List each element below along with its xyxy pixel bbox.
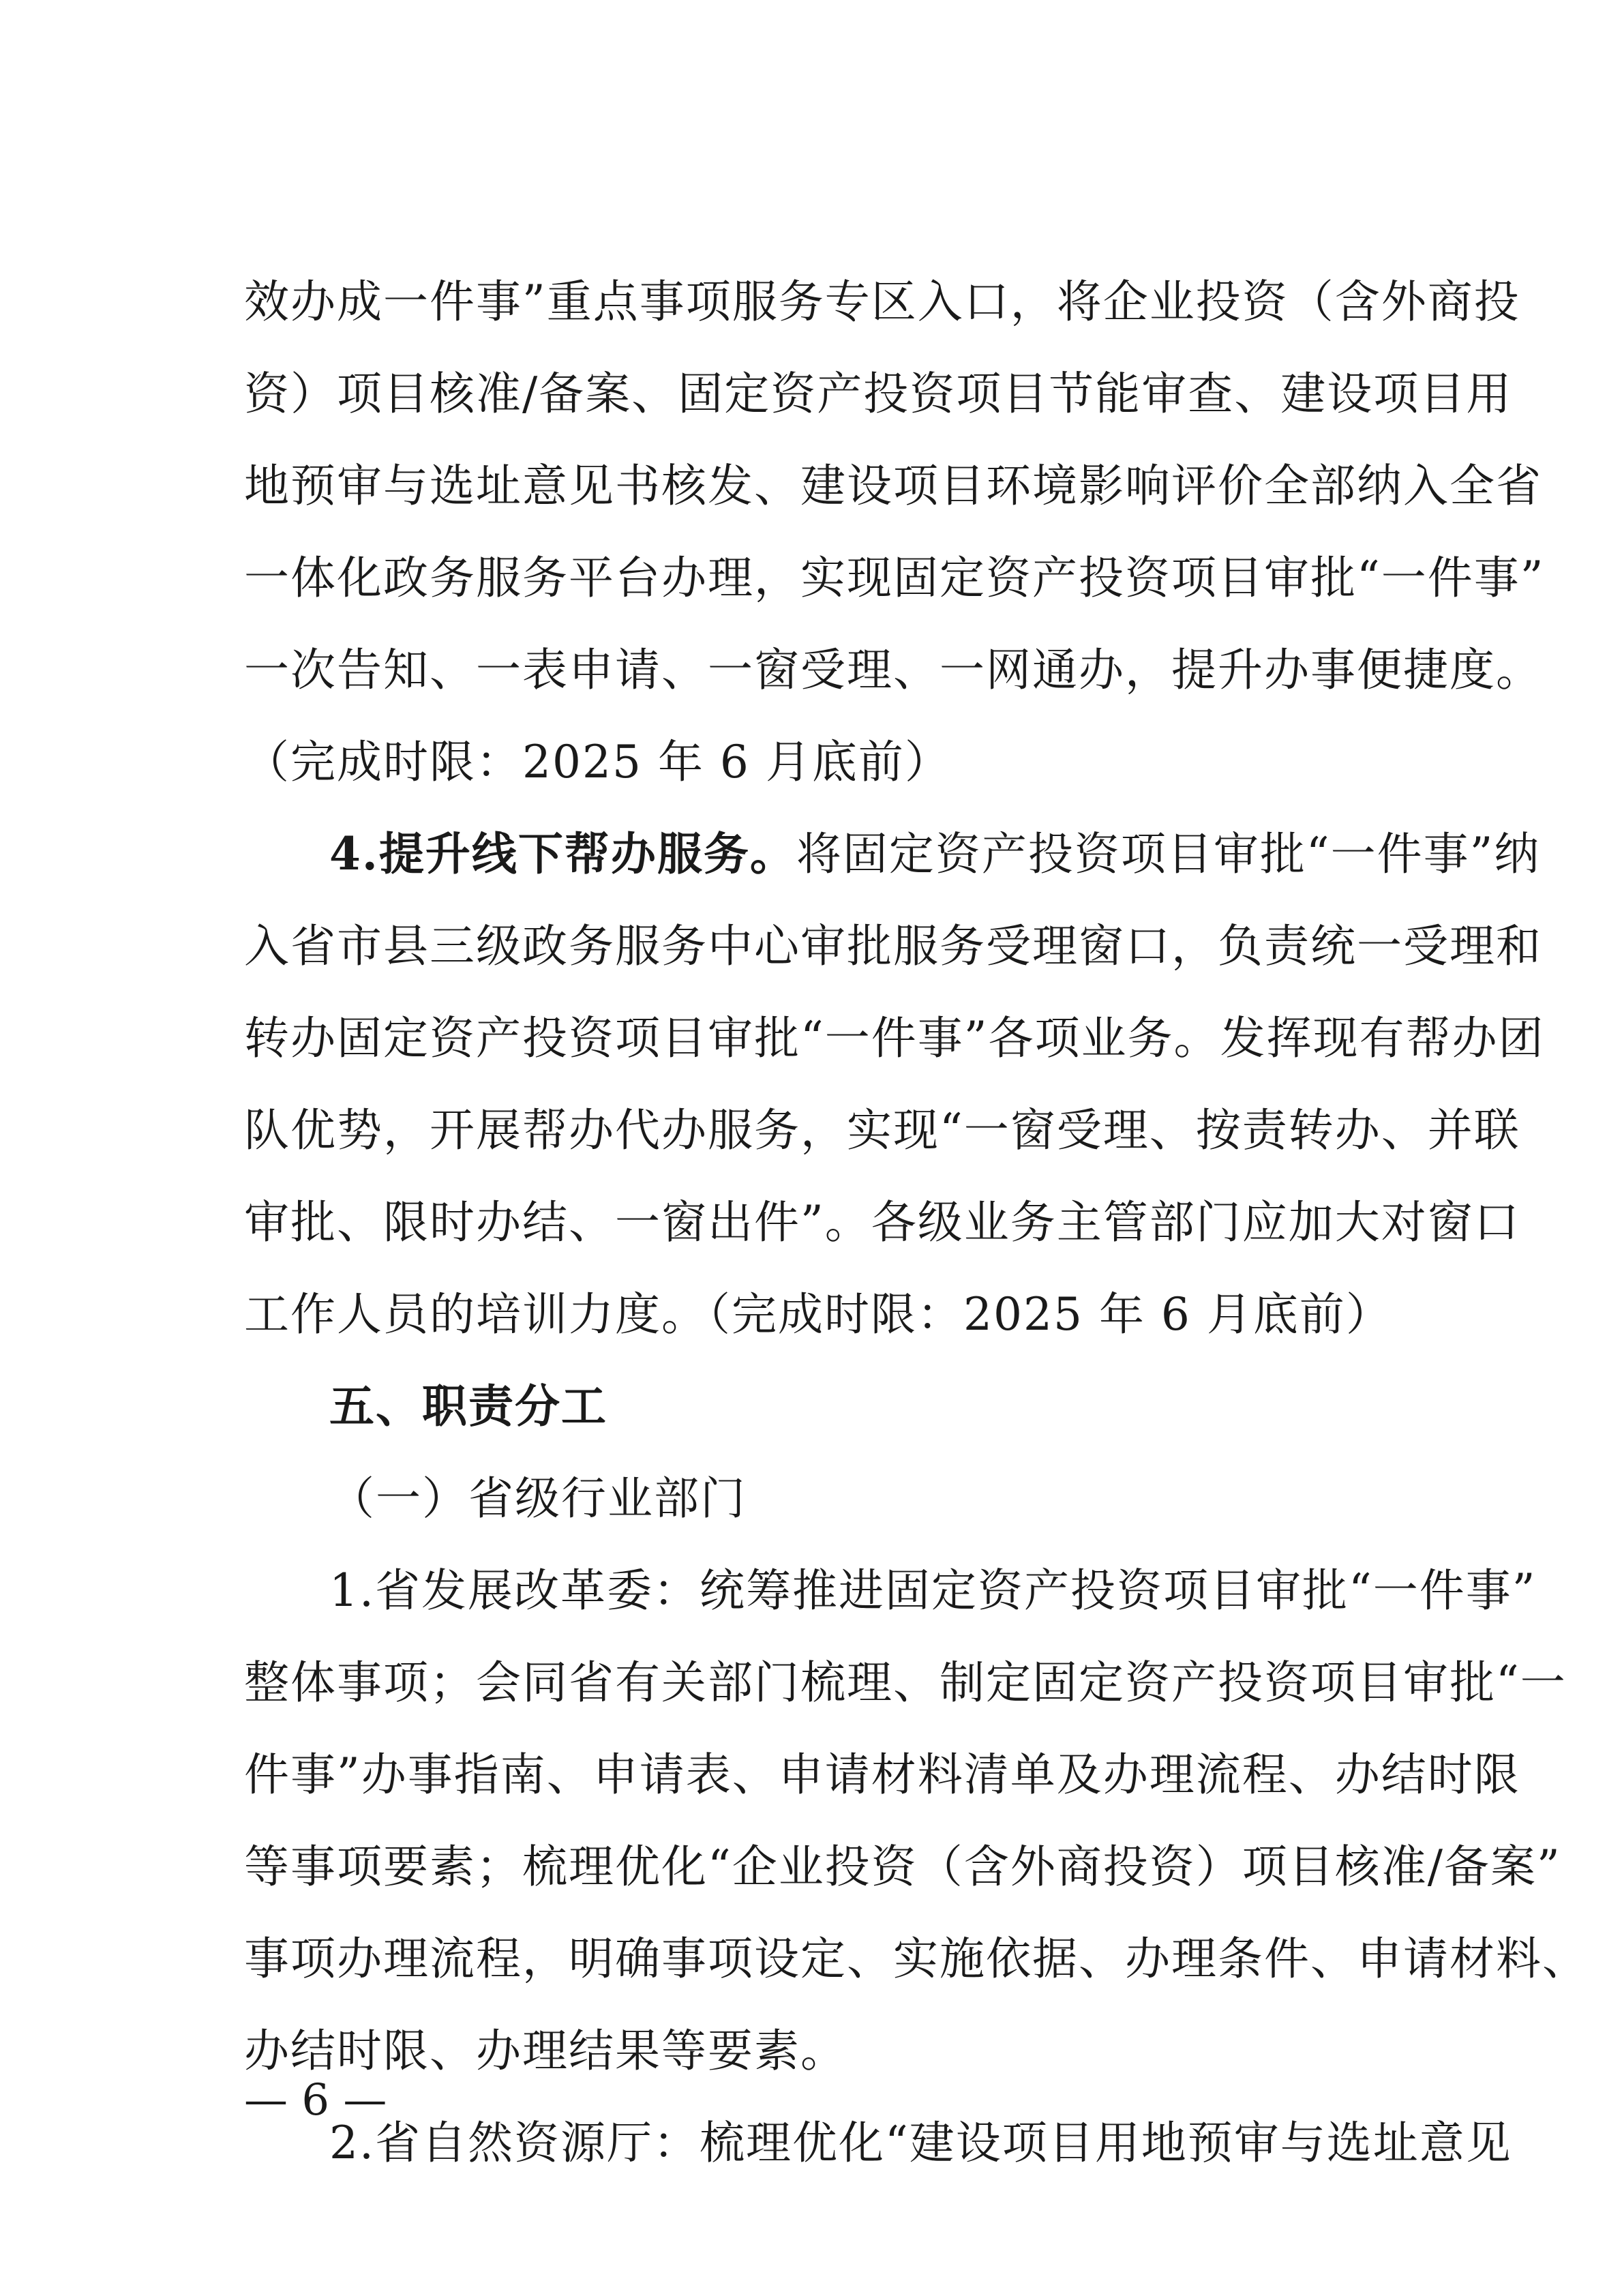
body-line: 件事”办事指南、申请表、申请材料清单及办理流程、办结时限 [244,1748,1520,1801]
page-number: — 6 — [244,2075,387,2126]
item-4-first-line [244,808,1541,900]
item-natres-first-line: 2.省自然资源厅：梳理优化“建设项目用地预审与选址意见 [329,2117,1512,2169]
body-line: 队优势，开展帮办代办服务，实现“一窗受理、按责转办、并联 [244,1104,1520,1157]
section-heading: 五、职责分工 [329,1380,607,1433]
item-ndrc-first-line: 1.省发展改革委：统筹推进固定资产投资项目审批“一件事” [329,1564,1537,1617]
body-line: 等事项要素；梳理优化“企业投资（含外商投资）项目核准/备案” [244,1840,1561,1893]
body-line: 效办成一件事”重点事项服务专区入口，将企业投资（含外商投 [244,275,1520,328]
body-line: 一次告知、一表申请、一窗受理、一网通办，提升办事便捷度。 [244,644,1542,696]
item-4-title: 4.提升线下帮办服务。 [329,827,796,880]
deadline-note: （完成时限：2025 年 6 月底前） [244,736,951,788]
body-line: 办结时限、办理结果等要素。 [244,2025,847,2077]
section-subheading: （一）省级行业部门 [329,1472,747,1525]
body-line: 入省市县三级政务服务中心审批服务受理窗口，负责统一受理和 [244,920,1542,972]
body-line: 转办固定资产投资项目审批“一件事”各项业务。发挥现有帮办团 [244,1012,1545,1064]
item-4-text: 将固定资产投资项目审批“一件事”纳 [796,828,1541,880]
body-line: 一体化政务服务平台办理，实现固定资产投资项目审批“一件事” [244,552,1545,604]
body-line: 事项办理流程，明确事项设定、实施依据、办理条件、申请材料、 [244,1933,1589,1985]
body-line: 整体事项；会同省有关部门梳理、制定固定资产投资项目审批“一 [244,1656,1567,1709]
body-line: 地预审与选址意见书核发、建设项目环境影响评价全部纳入全省 [244,460,1542,512]
body-line: 审批、限时办结、一窗出件”。各级业务主管部门应加大对窗口 [244,1196,1520,1249]
body-line: 资）项目核准/备案、固定资产投资项目节能审查、建设项目用 [244,368,1513,420]
body-line: 工作人员的培训力度。（完成时限：2025 年 6 月底前） [244,1288,1392,1341]
document-body [244,256,1589,2189]
